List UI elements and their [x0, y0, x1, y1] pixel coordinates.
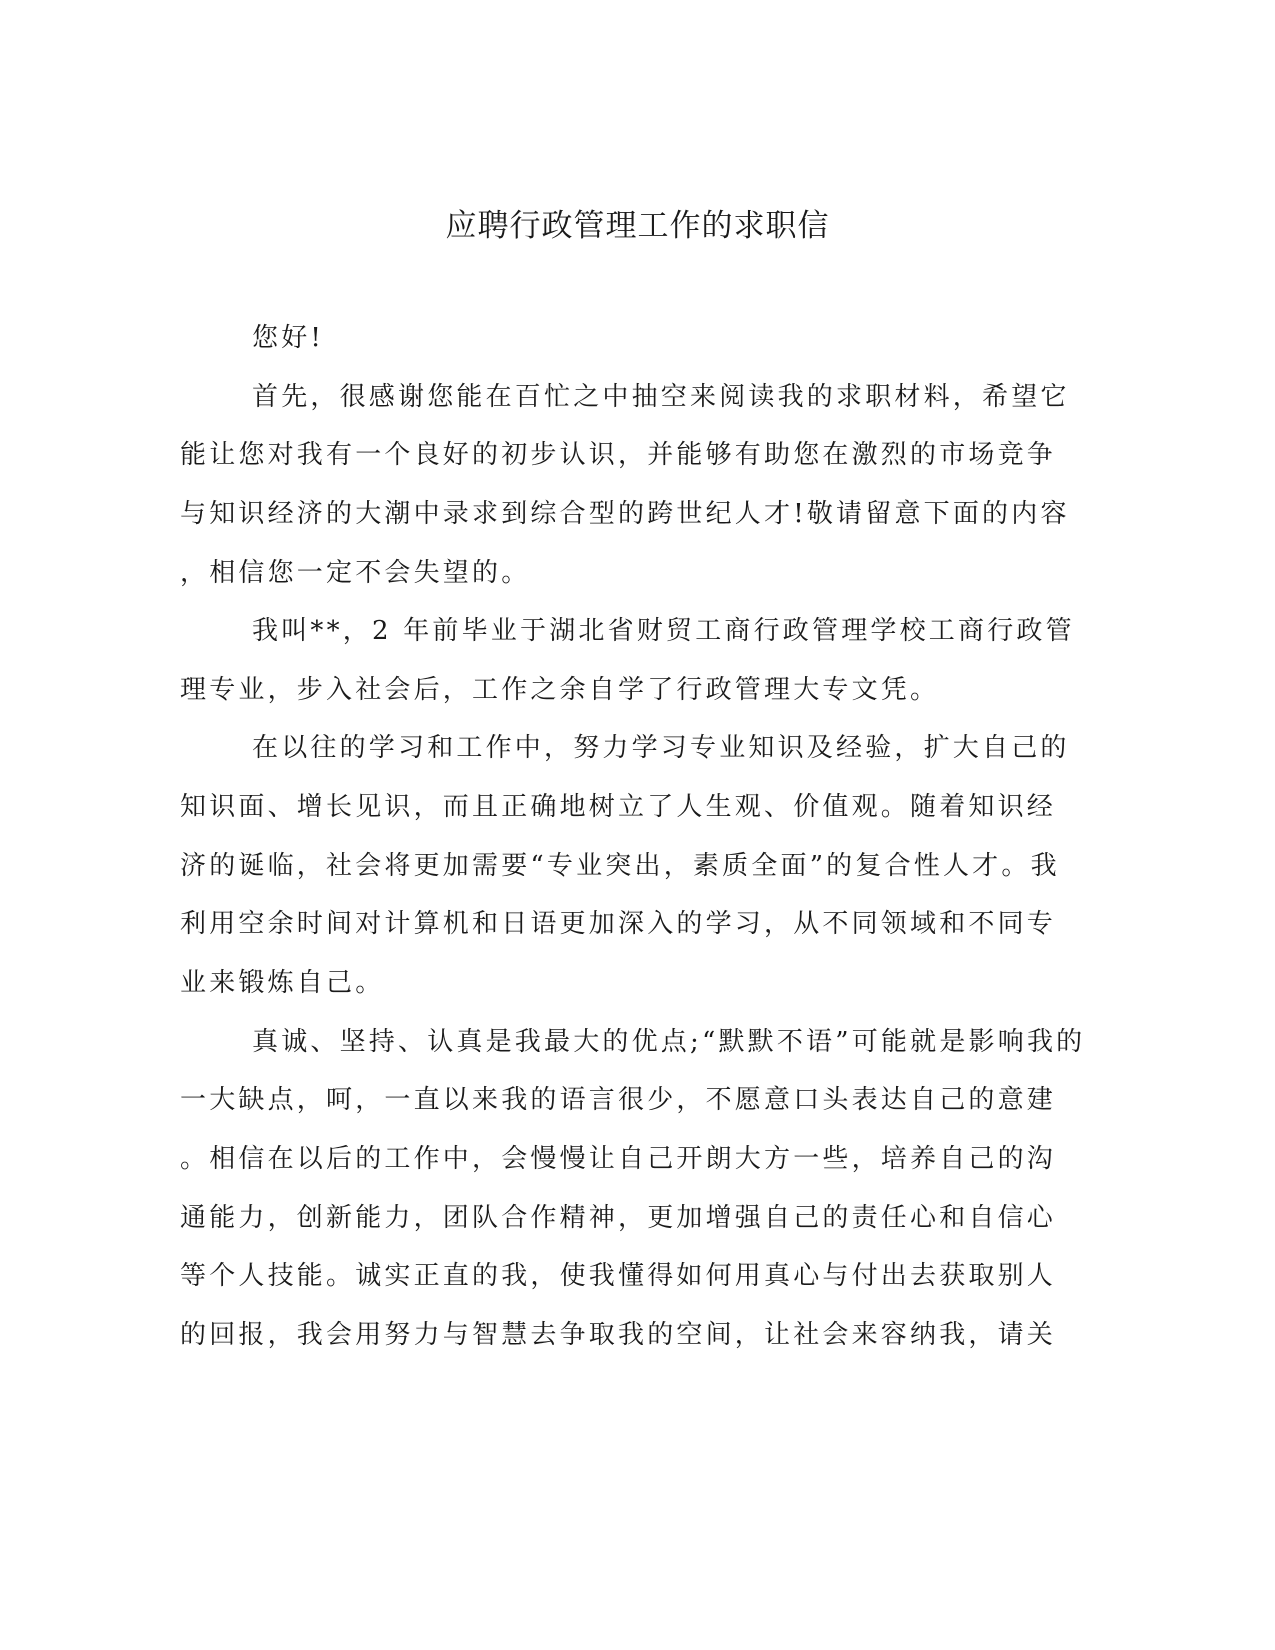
body-line: 知识面、增长见识，而且正确地树立了人生观、价值观。随着知识经 [180, 792, 1057, 822]
body-line: 。相信在以后的工作中，会慢慢让自己开朗大方一些，培养自己的沟 [180, 1144, 1057, 1174]
body-line: 能让您对我有一个良好的初步认识，并能够有助您在激烈的市场竞争 [180, 440, 1057, 470]
body-line: 首先，很感谢您能在百忙之中抽空来阅读我的求职材料，希望它 [252, 382, 1070, 412]
body-line: 与知识经济的大潮中录求到综合型的跨世纪人才!敬请留意下面的内容 [180, 499, 1070, 529]
body-line: 业来锻炼自己。 [180, 968, 385, 998]
body-line: 济的诞临，社会将更加需要“专业突出，素质全面”的复合性人才。我 [180, 851, 1060, 881]
body-line: 等个人技能。诚实正直的我，使我懂得如何用真心与付出去获取别人 [180, 1261, 1057, 1291]
body-line: 利用空余时间对计算机和日语更加深入的学习，从不同领域和不同专 [180, 909, 1057, 939]
body-line: 一大缺点，呵，一直以来我的语言很少，不愿意口头表达自己的意建 [180, 1085, 1057, 1115]
document-title: 应聘行政管理工作的求职信 [445, 208, 830, 244]
greeting-line: 您好! [252, 323, 325, 353]
body-line: 在以往的学习和工作中，努力学习专业知识及经验，扩大自己的 [252, 733, 1070, 763]
body-line: 理专业，步入社会后，工作之余自学了行政管理大专文凭。 [180, 675, 940, 705]
body-line: 通能力，创新能力，团队合作精神，更加增强自己的责任心和自信心 [180, 1203, 1057, 1233]
body-line: 真诚、坚持、认真是我最大的优点;“默默不语”可能就是影响我的 [252, 1027, 1086, 1057]
body-line: 的回报，我会用努力与智慧去争取我的空间，让社会来容纳我，请关 [180, 1320, 1057, 1350]
body-line: ，相信您一定不会失望的。 [180, 558, 531, 588]
body-line: 我叫**，2 年前毕业于湖北省财贸工商行政管理学校工商行政管 [252, 616, 1075, 646]
